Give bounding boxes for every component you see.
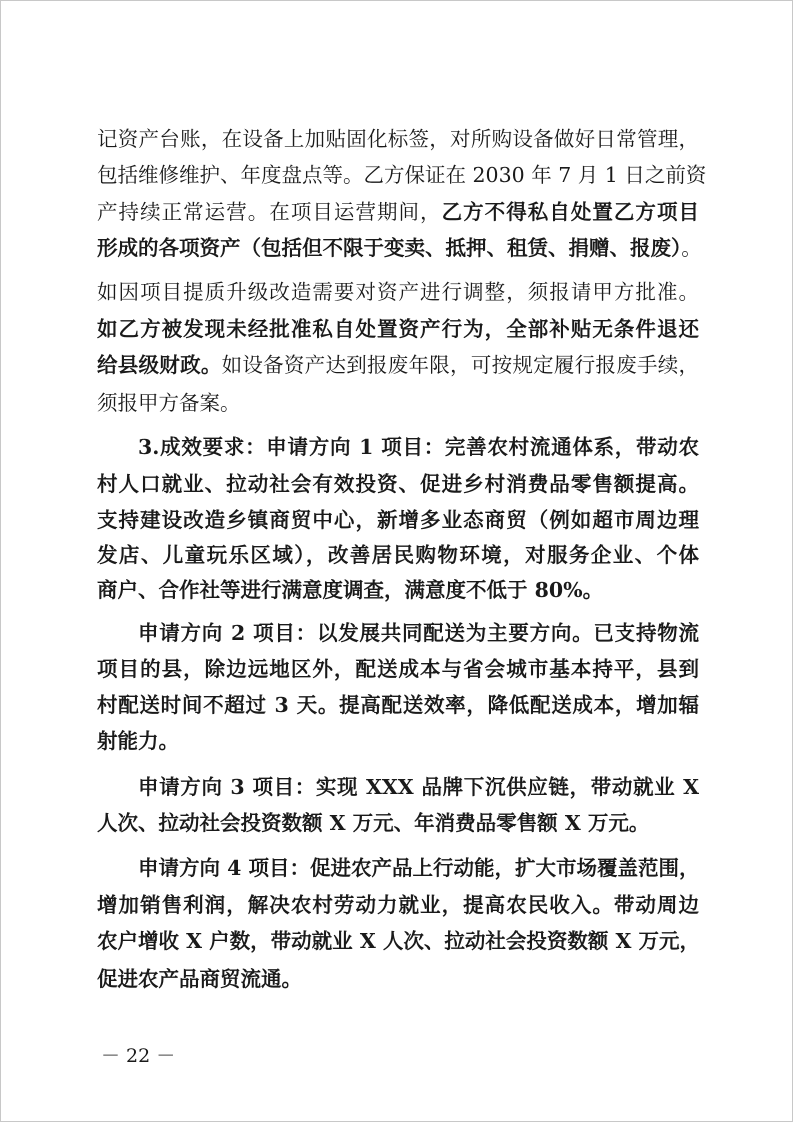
text-line [97, 352, 699, 378]
bold-text: 乙方不得私自处置乙方项目 [441, 200, 700, 224]
bold-text: 促进农产品商贸流通。 [97, 967, 302, 991]
bold-text: 如乙方被发现未经批准私自处置资产行为，全部补贴无条件退还 [97, 317, 699, 341]
bold-text: 申请方向 4 项目：促进农产品上行动能，扩大市场覆盖范围， [138, 856, 700, 880]
text-run: 如设备资产达到报废年限，可按规定履行报废手续， [221, 353, 700, 377]
text-line [138, 855, 699, 881]
text-line [138, 620, 699, 646]
bold-text: 发店、儿童玩乐区域），改善居民购物环境，对服务企业、个体 [97, 543, 699, 567]
bold-text: 形成的各项资产（包括但不限于变卖、抵押、租赁、捐赠、报废） [97, 236, 682, 260]
text-line [97, 577, 699, 603]
text-line [97, 279, 699, 305]
bold-text: 申请方向 3 项目：实现 XXX 品牌下沉供应链，带动就业 X [138, 775, 699, 799]
text-line [97, 471, 699, 497]
text-line [97, 235, 702, 261]
bold-text: 村配送时间不超过 3 天。提高配送效率，降低配送成本，增加辐 [97, 693, 699, 717]
text-line [97, 692, 699, 718]
text-line [97, 126, 699, 152]
bold-text: 给县级财政。 [97, 353, 222, 377]
text-run: 。 [681, 236, 702, 260]
text-line [97, 928, 699, 954]
text-run: 产持续正常运营。在项目运营期间， [97, 200, 442, 224]
text-line [97, 542, 699, 568]
text-line [97, 390, 699, 416]
text-line [97, 162, 707, 188]
text-line [97, 892, 699, 918]
page-number: － 22 － [101, 1045, 176, 1067]
text-line [138, 434, 699, 460]
text-run: 如因项目提质升级改造需要对资产进行调整，须报请甲方批准。 [97, 280, 699, 304]
bold-text: 支持建设改造乡镇商贸中心，新增多业态商贸（例如超市周边理 [97, 508, 699, 532]
text-line [97, 507, 699, 533]
text-run: 须报甲方备案。 [97, 391, 241, 415]
text-run: 记资产台账，在设备上加贴固化标签，对所购设备做好日常管理， [97, 127, 699, 151]
text-line [97, 728, 699, 754]
bold-text: 商户、合作社等进行满意度调查，满意度不低于 80%。 [97, 578, 604, 602]
bold-text: 射能力。 [97, 729, 179, 753]
text-line [97, 966, 699, 992]
text-line [97, 810, 699, 836]
bold-text: 项目的县，除边远地区外，配送成本与省会城市基本持平，县到 [97, 657, 699, 681]
bold-text: 村人口就业、拉动社会有效投资、促进乡村消费品零售额提高。 [97, 472, 699, 496]
bold-text: 农户增收 X 户数，带动就业 X 人次、拉动社会投资数额 X 万元， [97, 929, 701, 953]
bold-text: 3.成效要求：申请方向 1 项目：完善农村流通体系，带动农 [138, 435, 699, 459]
text-line [97, 199, 699, 225]
text-line [97, 316, 699, 342]
bold-text: 人次、拉动社会投资数额 X 万元、年消费品零售额 X 万元。 [97, 811, 650, 835]
text-run: 包括维修维护、年度盘点等。乙方保证在 2030 年 7 月 1 日之前资 [97, 163, 707, 187]
text-line [138, 774, 699, 800]
text-line [97, 656, 699, 682]
bold-text: 增加销售利润，解决农村劳动力就业，提高农民收入。带动周边 [97, 893, 699, 917]
bold-text: 申请方向 2 项目：以发展共同配送为主要方向。已支持物流 [138, 621, 699, 645]
